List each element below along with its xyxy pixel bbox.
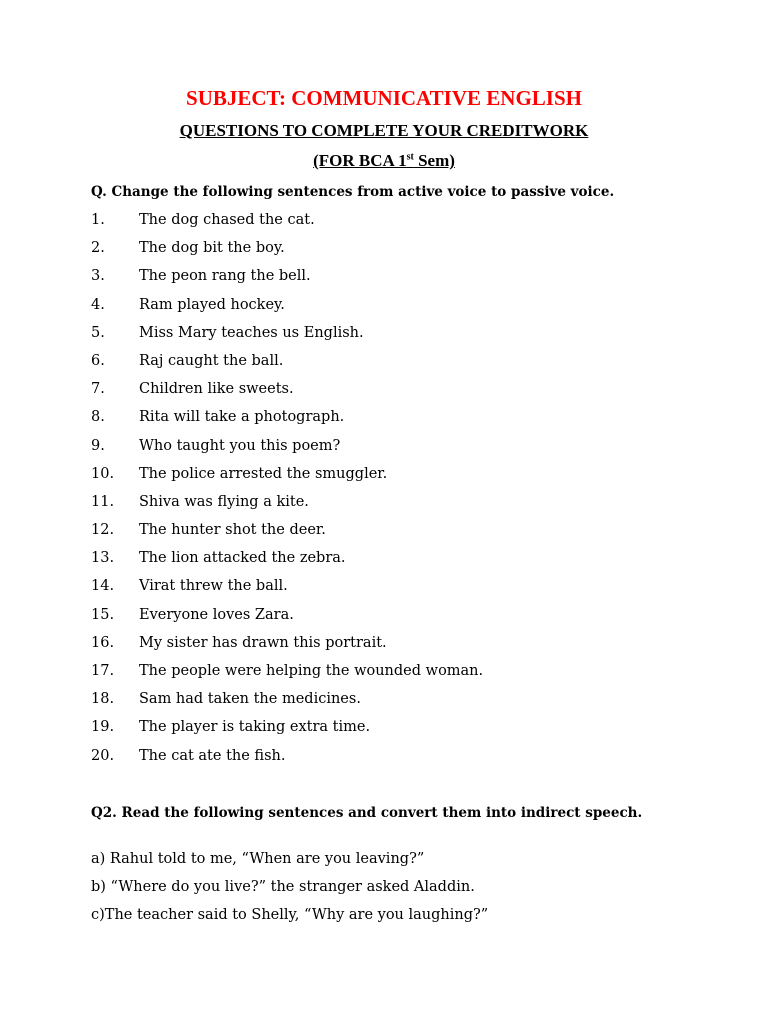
document-subtitle: QUESTIONS TO COMPLETE YOUR CREDITWORK xyxy=(179,121,589,140)
list-item xyxy=(91,494,483,522)
item-number: 7. xyxy=(91,381,105,398)
item-text: Raj caught the ball. xyxy=(139,352,284,369)
item-text: The hunter shot the deer. xyxy=(139,522,326,539)
item-number: 5. xyxy=(91,324,105,341)
list-item xyxy=(91,607,483,635)
item-number: 15. xyxy=(91,606,115,623)
item-text: The player is taking extra time. xyxy=(139,719,371,736)
item-number: 10. xyxy=(91,465,115,482)
item-text: Who taught you this poem? xyxy=(139,437,341,454)
item-number: 11. xyxy=(91,493,115,510)
item-number: 18. xyxy=(91,691,115,708)
item-number: 8. xyxy=(91,409,105,426)
item-number: 6. xyxy=(91,352,105,369)
question-2-item-b: b) “Where do you live?” the stranger asked Aladdin. xyxy=(91,879,475,895)
list-item xyxy=(91,663,483,691)
item-text: Miss Mary teaches us English. xyxy=(139,324,364,341)
item-text: My sister has drawn this portrait. xyxy=(139,634,387,651)
item-number: 17. xyxy=(91,663,115,679)
item-number: 1. xyxy=(91,212,105,228)
item-number: 13. xyxy=(91,550,115,567)
list-item xyxy=(91,522,483,550)
item-text: Ram played hockey. xyxy=(139,296,285,313)
item-text: The dog chased the cat. xyxy=(139,212,315,228)
item-text: Sam had taken the medicines. xyxy=(139,691,361,708)
list-item xyxy=(91,748,483,776)
list-item xyxy=(91,438,483,466)
list-item xyxy=(91,550,483,578)
item-number: 20. xyxy=(91,747,115,764)
list-item xyxy=(91,635,483,663)
list-item xyxy=(91,466,483,494)
list-item xyxy=(91,268,483,296)
item-text: The peon rang the bell. xyxy=(139,268,311,285)
item-number: 3. xyxy=(91,268,105,285)
item-text: Children like sweets. xyxy=(139,381,294,398)
item-number: 14. xyxy=(91,578,115,595)
question-1-prompt: Q. Change the following sentences from active voice to passive voice. xyxy=(91,184,615,200)
list-item xyxy=(91,212,483,240)
item-text: Virat threw the ball. xyxy=(139,578,288,595)
question-1-list xyxy=(91,212,483,776)
semester-superscript: st xyxy=(406,151,414,163)
semester-suffix: Sem) xyxy=(413,151,455,170)
item-number: 4. xyxy=(91,296,105,313)
list-item xyxy=(91,353,483,381)
subject-title: SUBJECT: COMMUNICATIVE ENGLISH xyxy=(186,86,582,110)
list-item xyxy=(91,578,483,606)
item-text: The police arrested the smuggler. xyxy=(139,465,388,482)
list-item xyxy=(91,691,483,719)
semester-prefix: (FOR BCA 1 xyxy=(313,151,407,170)
semester-line xyxy=(0,151,768,171)
item-number: 2. xyxy=(91,240,105,257)
list-item xyxy=(91,240,483,268)
list-item xyxy=(91,719,483,747)
list-item xyxy=(91,297,483,325)
item-number: 12. xyxy=(91,522,115,539)
item-text: The cat ate the fish. xyxy=(139,747,286,764)
item-number: 9. xyxy=(91,437,105,454)
item-number: 19. xyxy=(91,719,115,736)
list-item xyxy=(91,325,483,353)
item-text: Rita will take a photograph. xyxy=(139,409,345,426)
list-item xyxy=(91,381,483,409)
question-2-item-c: c)The teacher said to Shelly, “Why are you laughing?” xyxy=(91,907,489,923)
question-2-item-a: a) Rahul told to me, “When are you leaving?” xyxy=(91,851,425,867)
item-text: The people were helping the wounded woman. xyxy=(139,663,484,679)
item-number: 16. xyxy=(91,634,115,651)
item-text: Everyone loves Zara. xyxy=(139,606,294,623)
item-text: The dog bit the boy. xyxy=(139,240,285,257)
item-text: The lion attacked the zebra. xyxy=(139,550,346,567)
item-text: Shiva was flying a kite. xyxy=(139,493,309,510)
question-2-prompt: Q2. Read the following sentences and convert them into indirect speech. xyxy=(91,805,643,821)
list-item xyxy=(91,409,483,437)
